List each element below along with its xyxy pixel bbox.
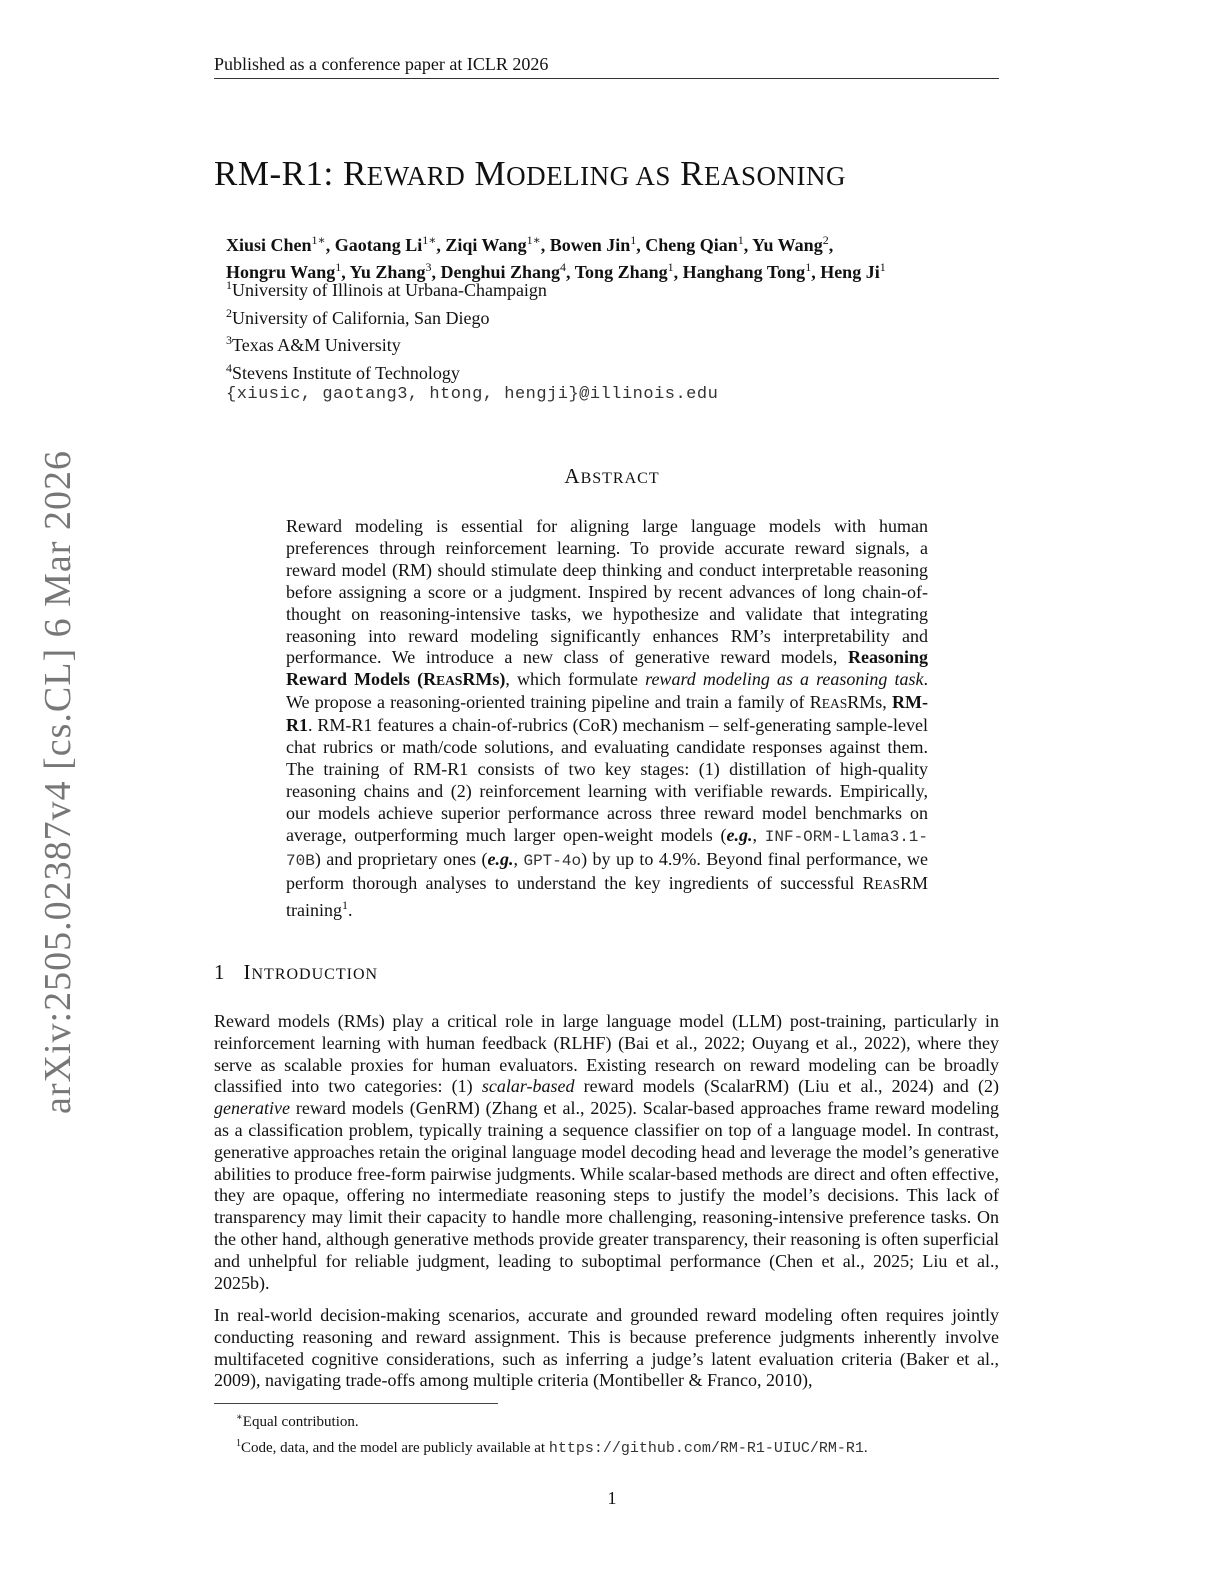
affiliation: $^2$University of California, San Diego [226,305,490,328]
section-heading-introduction: 1 INTRODUCTION [214,960,379,984]
title-part: ODELING AS [506,161,671,191]
author-line-1 [226,229,1006,256]
title-part: M [465,154,507,193]
intro-paragraph-2: In real-world decision-making scenarios, accurate and grounded reward modeling often requires jointly conducting reasoning and reward assignment. This is because preference judgments inherently involve multifaceted cognitive considerations, such as inferring a judge’s latent evaluation criteria (Baker et al., 2009), navigating trade-offs among multiple criteria (Montibeller & Franco, 2010), [214,1305,999,1391]
affiliation: $^1$University of Illinois at Urbana-Champaign [226,278,547,300]
footnote-divider [214,1403,498,1404]
page-number: 1 [607,1488,617,1508]
author: Yu Zhang$^3$, [349,260,441,282]
model-name-code: GPT-4o [523,851,582,870]
title-part: R [670,154,705,193]
author: Tong Zhang$^1$, [574,260,683,282]
author: Hanghang Tong$^1$, [682,260,821,282]
footnote-ref[interactable]: 1 [342,898,348,913]
footnotes [236,1407,1016,1460]
model-name-code: INF-ORM-Llama3.1-70B [286,827,928,870]
author: Xiusi Chen$^{1∗}$, [226,233,335,255]
affiliation: $^3$Texas A&M University [226,333,401,356]
title-part: RM-R1: R [214,154,367,193]
author: Bowen Jin$^1$, [549,233,646,255]
author: Hongru Wang$^1$, [226,260,350,282]
author: Denghui Zhang$^4$, [440,260,575,282]
running-header [214,52,999,79]
title-part: EWARD [366,161,466,191]
paper-title [214,152,1014,198]
repo-link[interactable]: https://github.com/RM-R1-UIUC/RM-R1 [548,1440,864,1457]
abstract-text: Reward modeling is essential for aligning large language models with human preferences through reinforcement learning. To provide accurate reward signals, a reward model (RM) should stimulate deep thinking and conduct interpretable reasoning before assigning a score or a judgment. Inspired by recent advances of long chain-of-thought on reasoning-intensive tasks, we hypothesize and validate that integrating reasoning into reward modeling significantly enhances RM’s interpretability and performance. We introduce a new class of generative reward models, Reasoning Reward Models (REASRMs), which formulate reward modeling as a reasoning task. We propose a reasoning-oriented training pipeline and train a family of REASRMs, RM-R1. RM-R1 features a chain-of-rubrics (CoR) mechanism – self-generating sample-level chat rubrics or math/code solutions, and evaluating candidate responses against them. The training of RM-R1 consists of two key stages: (1) distillation of high-quality reasoning chains and (2) reinforcement learning with verifiable rewards. Empirically, our models achieve superior performance across three reward model benchmarks on average, outperforming much larger open-weight models (e.g., INF-ORM-Llama3.1-70B) and proprietary ones (e.g., GPT-4o) by up to 4.9%. Beyond final performance, we perform thorough analyses to understand the key ingredients of successful REASRM training$^1$. [286,516,929,921]
footnote: ∗Equal contribution. [236,1412,359,1430]
author-email: {xiusic, gaotang3, htong, hengji}@illinois.edu [226,385,719,405]
footnote: $^1$Code, data, and the model are publicly available at https://github.com/RM-R1-UIUC/RM-R1. [236,1438,868,1457]
author: Yu Wang$^2$, [752,233,834,255]
title-part: EASONING [704,161,847,191]
arxiv-identifier: arXiv:2505.02387v4 [cs.CL] 6 Mar 2026 [37,450,79,1114]
author: Heng Ji$^1$ [820,260,886,282]
intro-paragraph-1: Reward models (RMs) play a critical role in large language model (LLM) post-training, particularly in reinforcement learning with human feedback (RLHF) (Bai et al., 2022; Ouyang et al., 2022), where they serve as scalable proxies for human evaluators. Existing research on reward modeling can be broadly classified into two categories: (1) scalar-based reward models (ScalarRM) (Liu et al., 2024) and (2) generative reward models (GenRM) (Zhang et al., 2025). Scalar-based approaches frame reward modeling as a classification problem, typically training a sequence classifier on top of a language model. In contrast, generative approaches retain the original language model decoding head and leverage the model’s generative abilities to produce free-form pairwise judgments. While scalar-based methods are direct and often effective, they are opaque, offering no intermediate reasoning steps to justify the model’s decisions. This lack of transparency may limit their capacity to handle more challenging, reasoning-intensive preference tasks. On the other hand, although generative methods provide greater transparency, their reasoning is often superficial and unhelpful for reliable judgment, leading to suboptimal performance (Chen et al., 2025; Liu et al., 2025b). [214,1011,999,1293]
venue-text: Published as a conference paper at ICLR 2026 [214,54,549,74]
abstract-heading: ABSTRACT [564,464,660,488]
author: Cheng Qian$^1$, [645,233,753,255]
reasrm-term: Reasoning Reward Models (REASRMs) [286,647,928,690]
affiliations [226,274,1006,407]
arxiv-sidebar [0,0,79,1584]
author: Ziqi Wang$^{1∗}$, [445,233,550,255]
affiliation: $^4$Stevens Institute of Technology [226,360,460,383]
author: Gaotang $Li^{1∗}$, [334,233,446,255]
